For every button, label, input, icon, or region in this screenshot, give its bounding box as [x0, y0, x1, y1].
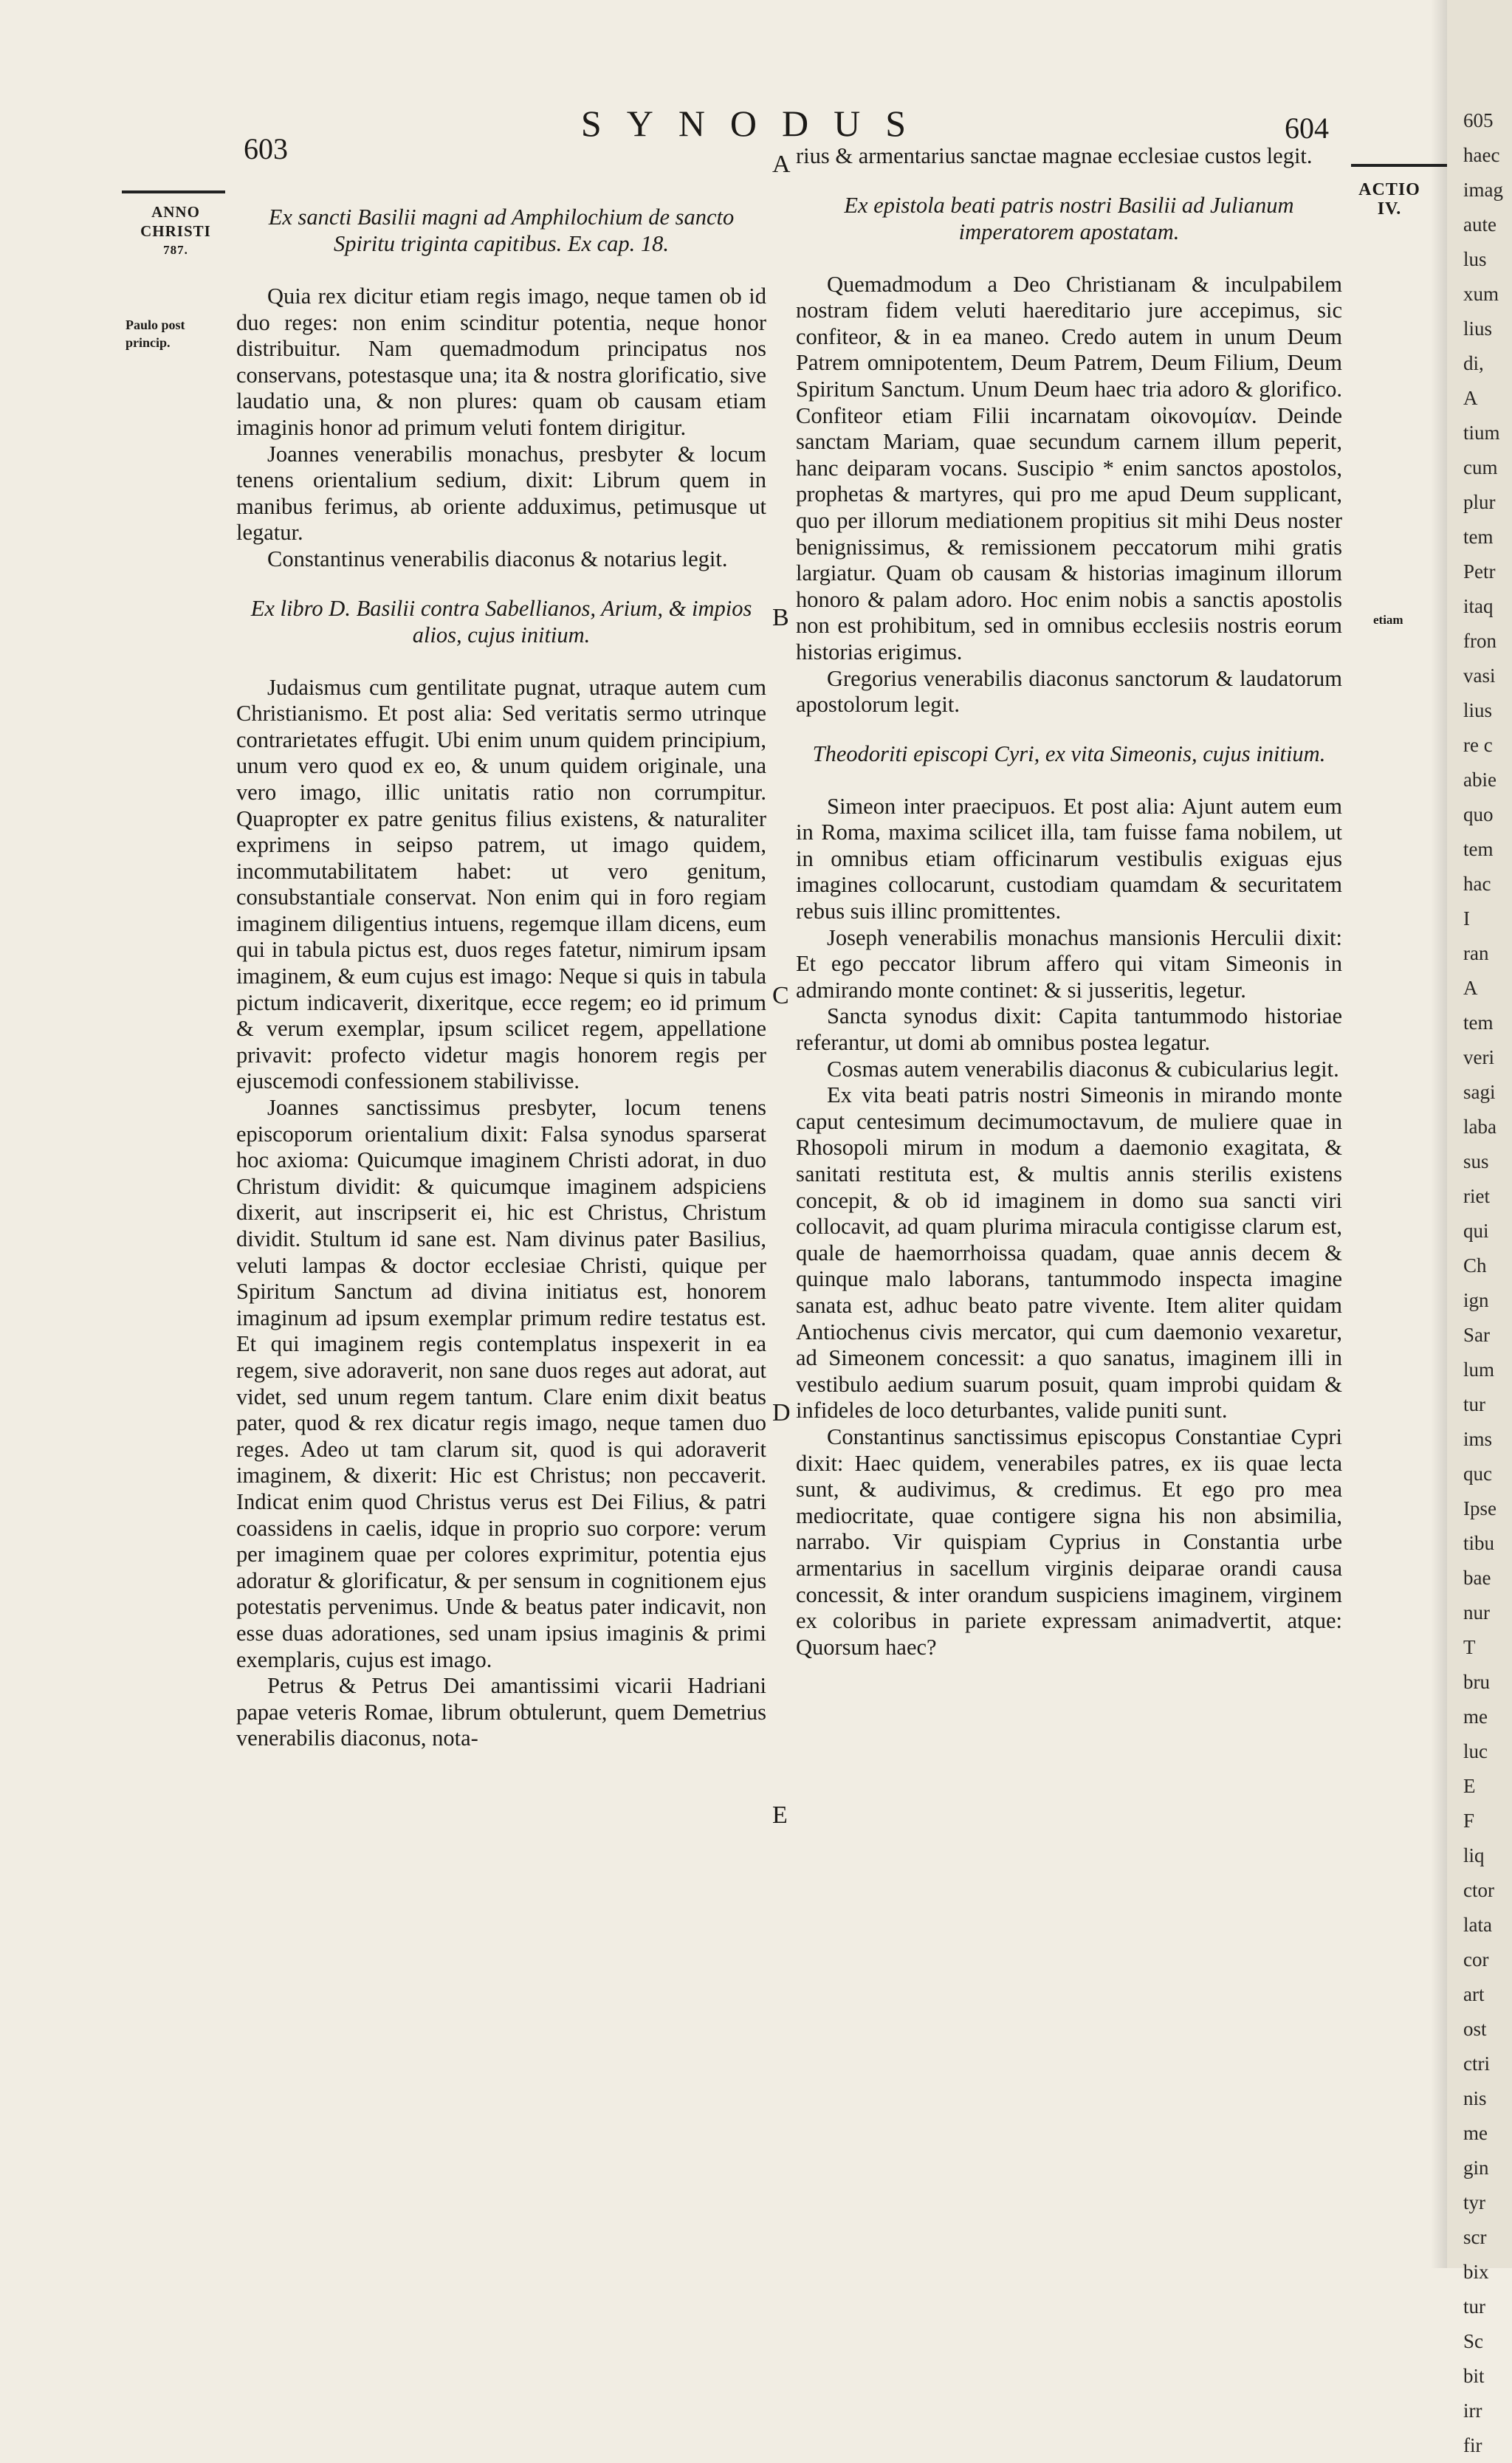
next-page-fragment: gin: [1463, 2157, 1489, 2179]
next-page-fragment: nur: [1463, 1601, 1490, 1624]
heading-basil-amphilochium: Ex sancti Basilii magni ad Amphilochium de sancto Spiritu triginta capitibus. Ex cap. 18.: [268, 205, 735, 256]
next-page-fragment: ctor: [1463, 1879, 1494, 1901]
paragraph: Quia rex dicitur etiam regis imago, neque tamen ob id duo reges: non enim scinditur potentia, neque honor distribuitur. Nam quemadmodum principatus nos conservans, potestasque una; ita & nostra glorificatio, sive laudatio una, & non plures: quam ob causam etiam imaginis honor ad primum veluti fontem dirigitur.: [236, 284, 766, 440]
next-page-fragment: me: [1463, 1705, 1488, 1728]
page-title: SYNODUS: [580, 103, 932, 144]
next-page-fragment: quo: [1463, 803, 1494, 825]
next-page-fragment: veri: [1463, 1046, 1494, 1068]
next-page-fragment: me: [1463, 2122, 1488, 2144]
gutter-letter-a: A: [772, 151, 791, 178]
next-page-fragment: I: [1463, 907, 1470, 930]
paragraph: Joseph venerabilis monachus mansionis Herculii dixit: Et ego peccator librum affero qui vitam Simeonis in admirando monte continet: & si jusseritis, legetur.: [796, 924, 1342, 1003]
margin-actio: [1345, 180, 1434, 219]
next-page-fragment: ost: [1463, 2018, 1487, 2040]
margin-paulo-post: [126, 316, 185, 351]
header-rule-left: [122, 190, 225, 193]
next-page-fragment: bit: [1463, 2365, 1485, 2387]
next-page-fragment: irr: [1463, 2400, 1482, 2422]
paragraph: Joannes venerabilis monachus, presbyter & locum tenens orientalium sedium, dixit: Librum quem in manibus ferimus, ab oriente adduximus, petimusque ut legatur.: [236, 441, 766, 546]
next-page-fragment: T: [1463, 1636, 1476, 1658]
next-page-fragment: hac: [1463, 873, 1491, 895]
paragraph: Cosmas autem venerabilis diaconus & cubicularius legit.: [827, 1056, 1339, 1082]
next-page-fragment: Ch: [1463, 1254, 1487, 1277]
gutter-letter-e: E: [772, 1801, 788, 1829]
next-page-fragment: ran: [1463, 942, 1489, 964]
next-page-fragment: laba: [1463, 1116, 1496, 1138]
next-page-fragment: lius: [1463, 317, 1493, 340]
paragraph: Judaismus cum gentilitate pugnat, utraque autem cum Christianismo. Et post alia: Sed veritatis sermo utrinque contrarietates effugit. Ubi enim unum quidem principium, unum vero quod ex eo, & unum quidem originale, una vero imago, illic unitatis ratio non corrumpitur. Quapropter ex patre genitus filius existens, & naturaliter exprimens in seipso patrem, ut imago quidem, incommutabilitatem habet: ut vero genitum, consubstantiale conservat. Non enim qui in foro regiam imaginem diligentius intuens, regemque illam dicens, eum qui in tabula pictus est, duos reges fatetur, nimirum ipsam imaginem, & eum cujus est imago: Neque si quis in tabula pictum indicaverit, dixeritque, ecce regem; eo id primum & verum exemplar, ipsum scilicet regem, appellatione privavit: profecto videtur magis honorem regis per ejuscemodi confessionem stabilivisse.: [236, 674, 766, 1094]
next-page-fragment: bae: [1463, 1567, 1491, 1589]
next-page-fragment: Sar: [1463, 1324, 1490, 1346]
paragraph: Constantinus venerabilis diaconus & notarius legit.: [267, 546, 728, 571]
next-page-fragment: aute: [1463, 213, 1496, 236]
page-number-right: 604: [1285, 111, 1329, 145]
gutter-letter-b: B: [772, 604, 789, 631]
next-page-fragment: lius: [1463, 699, 1493, 721]
next-page-fragment: bix: [1463, 2261, 1489, 2283]
margin-anno-christi: [124, 202, 227, 260]
next-page-fragment: A: [1463, 977, 1478, 999]
heading-theodoret-simeon: Theodoriti episcopi Cyri, ex vita Simeonis, cujus initium.: [812, 741, 1326, 766]
paragraph: Quemadmodum a Deo Christianam & inculpabilem nostram fidem veluti haereditario jure accepimus, sic confiteor, & in ea maneo. Credo autem in unum Deum Patrem omnipotentem, Deum Patrem, Deum Filium, Deum Spiritum Sanctum. Unum Deum haec tria adoro & glorifico. Confiteor etiam Filii incarnatam οἰκονομίαν. Deinde sanctam Mariam, quae secundum carnem illum peperit, hanc deiparam vocans. Suscipio * enim sanctos apostolos, prophetas & martyres, qui pro me apud Deum supplicant, quo per illorum mediationem propitius sit mihi Deus noster benignissimus, & remissionem peccatorum mihi gratis largiatur. Quam ob causam & historias imaginum illorum honoro & palam adoro. Hoc enim nobis a sanctis apostolis non est prohibitum, sed in omnibus ecclesiis nostris eorum historias erigimus.: [796, 271, 1342, 664]
next-page-fragment: Ipse: [1463, 1497, 1496, 1519]
next-page-fragment: sagi: [1463, 1081, 1496, 1103]
next-page-fragment: tibu: [1463, 1532, 1495, 1554]
next-page-fragment: scr: [1463, 2226, 1487, 2248]
right-column: [796, 143, 1342, 1660]
next-page-fragment: cor: [1463, 1948, 1489, 1971]
paragraph: Simeon inter praecipuos. Et post alia: Ajunt autem eum in Roma, maxima scilicet illa, tam fuisse fama nobilem, ut in omnibus etiam officinarum vestibulis exiguas ejus imagines collocarunt, custodiam quamdam & securitatem rebus suis illinc promittentes.: [796, 793, 1342, 924]
margin-year-line: 787.: [163, 243, 188, 257]
next-page-fragment: E: [1463, 1775, 1476, 1797]
left-column: [236, 193, 766, 1752]
next-page-fragment: liq: [1463, 1844, 1485, 1866]
next-page-fragment: xum: [1463, 283, 1499, 305]
next-page-fragment: lum: [1463, 1358, 1495, 1381]
next-page-fragment: tium: [1463, 422, 1500, 444]
paragraph: Gregorius venerabilis diaconus sanctorum & laudatorum apostolorum legit.: [796, 665, 1342, 718]
next-page-fragment: riet: [1463, 1185, 1490, 1207]
next-page-fragment: tem: [1463, 1011, 1494, 1034]
next-page-fragment: ctri: [1463, 2052, 1490, 2075]
next-page-fragment: tyr: [1463, 2191, 1485, 2213]
next-page-fragment: lus: [1463, 248, 1487, 270]
next-page-fragment: fron: [1463, 630, 1496, 652]
margin-anno-line: ANNO: [151, 203, 200, 221]
next-page-fragment: fir: [1463, 2434, 1482, 2456]
paragraph: Ex vita beati patris nostri Simeonis in mirando monte caput centesimum decimumoctavum, de muliere quae in Rhosopoli mirum in modum a daemonio exagitata, & sanitati restituta est, & multis annis sterilis existens concepit, & ob id imaginem in domo sua sancti viri collocavit, ad quam plurima miracula contigisse clarum est, quale de haemorrhoissa quadam, quae annis decem & quinque malo laborans, tantummodo inspecta imagine sanata est, adhuc beato patre vivente. Item aliter quidam Antiochenus civis mercator, qui cum daemonio vexaretur, ad Simeonem concessit: a quo sanatus, imaginem illi in vestibulo aedium suarum posuit, quam improbi quidam & infideles de loco deturbantes, valide puniti sunt.: [796, 1082, 1342, 1423]
next-page-fragment: bru: [1463, 1671, 1490, 1693]
next-page-fragment: itaq: [1463, 595, 1494, 617]
next-page-fragment: tem: [1463, 838, 1494, 860]
next-page-fragment: tur: [1463, 1393, 1485, 1415]
margin-paulo-line1: Paulo post: [126, 317, 185, 332]
gutter-letter-c: C: [772, 982, 789, 1009]
paragraph: Joannes sanctissimus presbyter, locum tenens episcoporum orientalium dixit: Falsa synodus sparserat hoc axioma: Quicumque imaginem Christi adorat, in duo Christum dividit: & quicumque imaginem adspiciens dixerit, aut inscripserit ei, hic est Christus, Christum dividit. Stultum id sane est. Nam divinus pater Basilius, veluti lampas & doctor ecclesiae Christi, quique per Spiritum Sanctum ad divina initiatus est, honorem imaginum ad ipsum exemplar primum redire testatus est. Et qui imaginem regis contemplatus inspexerit in ea regem, sive adoraverit, non sane duos reges aut adorat, aut videt, sed unum regem tantum. Clare enim dixit beatus pater, quod & rex dicatur regis imago, neque tamen duo reges. Adeo ut tam clarum sit, quod is qui adoraverit imaginem, & dixerit: Hic est Christus; non peccaverit. Indicat enim quod Christus verus est Dei Filius, & patri coassidens in caelis, idque in proprio suo corpore: verum per imaginem quae per colores exprimitur, potentia ejus adoratur & glorificatur, & per sensum in cognitionem ejus potestatis pervenimus. Unde & beatus pater indicavit, non esse duas adorationes, sed unam ipsius imaginis & primi exemplaris, cujus est imago.: [236, 1095, 766, 1672]
next-page-edge: [1447, 0, 1512, 2456]
margin-paulo-line2: princip.: [126, 335, 171, 350]
next-page-fragment: tem: [1463, 526, 1494, 548]
next-page-fragment: ims: [1463, 1428, 1493, 1450]
next-page-fragment: quc: [1463, 1463, 1492, 1485]
margin-actio-line: ACTIO: [1358, 180, 1420, 199]
next-page-fragment: F: [1463, 1810, 1475, 1832]
margin-actio-num: IV.: [1377, 199, 1402, 219]
paragraph: Constantinus sanctissimus episcopus Constantiae Cypri dixit: Haec quidem, venerabiles patres, ex iis quae lecta sunt, & audivimus, & credimus. Et ego pro mea mediocritate, quae contigere signa his non absimilia, narrabo. Vir quispiam Cyprius in Constantia urbe armentarius in sacellum virginis deiparae orandi causa concessit, & inter orandum suspiciens imaginem, virginem ex coloribus in pariete expressam animadvertit, atque: Quorsum haec?: [796, 1423, 1342, 1660]
next-page-fragment: Petr: [1463, 560, 1496, 583]
next-page-fragment: A: [1463, 387, 1478, 409]
next-page-fragment: plur: [1463, 491, 1496, 513]
next-page-fragment: luc: [1463, 1740, 1488, 1762]
next-page-fragment: tur: [1463, 2295, 1485, 2318]
next-page-fragment: sus: [1463, 1150, 1489, 1172]
page-number-left: 603: [244, 132, 288, 165]
next-page-fragment: nis: [1463, 2087, 1487, 2109]
next-page-fragment: abie: [1463, 769, 1496, 791]
next-page-fragment: 605: [1463, 109, 1494, 131]
next-page-fragment: art: [1463, 1983, 1485, 2005]
next-page-fragment: vasi: [1463, 664, 1496, 687]
next-page-fragment: Sc: [1463, 2330, 1483, 2352]
next-page-fragment: imag: [1463, 179, 1503, 201]
next-page-fragment: di,: [1463, 352, 1484, 374]
next-page-fragment: cum: [1463, 456, 1498, 478]
next-page-fragment: haec: [1463, 144, 1500, 166]
page-fold-shadow: [1431, 0, 1449, 2268]
heading-basil-sabellianos: Ex libro D. Basilii contra Sabellianos, Arium, & impios alios, cujus initium.: [250, 595, 752, 647]
heading-basil-julianum: Ex epistola beati patris nostri Basilii ad Julianum imperatorem apostatam.: [844, 192, 1294, 244]
next-page-fragment: ign: [1463, 1289, 1489, 1311]
gutter-letter-d: D: [772, 1399, 791, 1426]
margin-etiam: etiam: [1373, 613, 1403, 627]
next-page-fragment: lata: [1463, 1914, 1492, 1936]
next-page-fragment: qui: [1463, 1220, 1489, 1242]
next-page-fragment: re c: [1463, 734, 1493, 756]
paragraph: Sancta synodus dixit: Capita tantummodo historiae referantur, ut domi ab omnibus postea legatur.: [796, 1003, 1342, 1056]
paragraph-continued: rius & armentarius sanctae magnae ecclesiae custos legit.: [796, 143, 1313, 168]
margin-christi-line: CHRISTI: [140, 222, 211, 240]
paragraph: Petrus & Petrus Dei amantissimi vicarii Hadriani papae veteris Romae, librum obtulerunt, quem Demetrius venerabilis diaconus, nota-: [236, 1673, 766, 1751]
